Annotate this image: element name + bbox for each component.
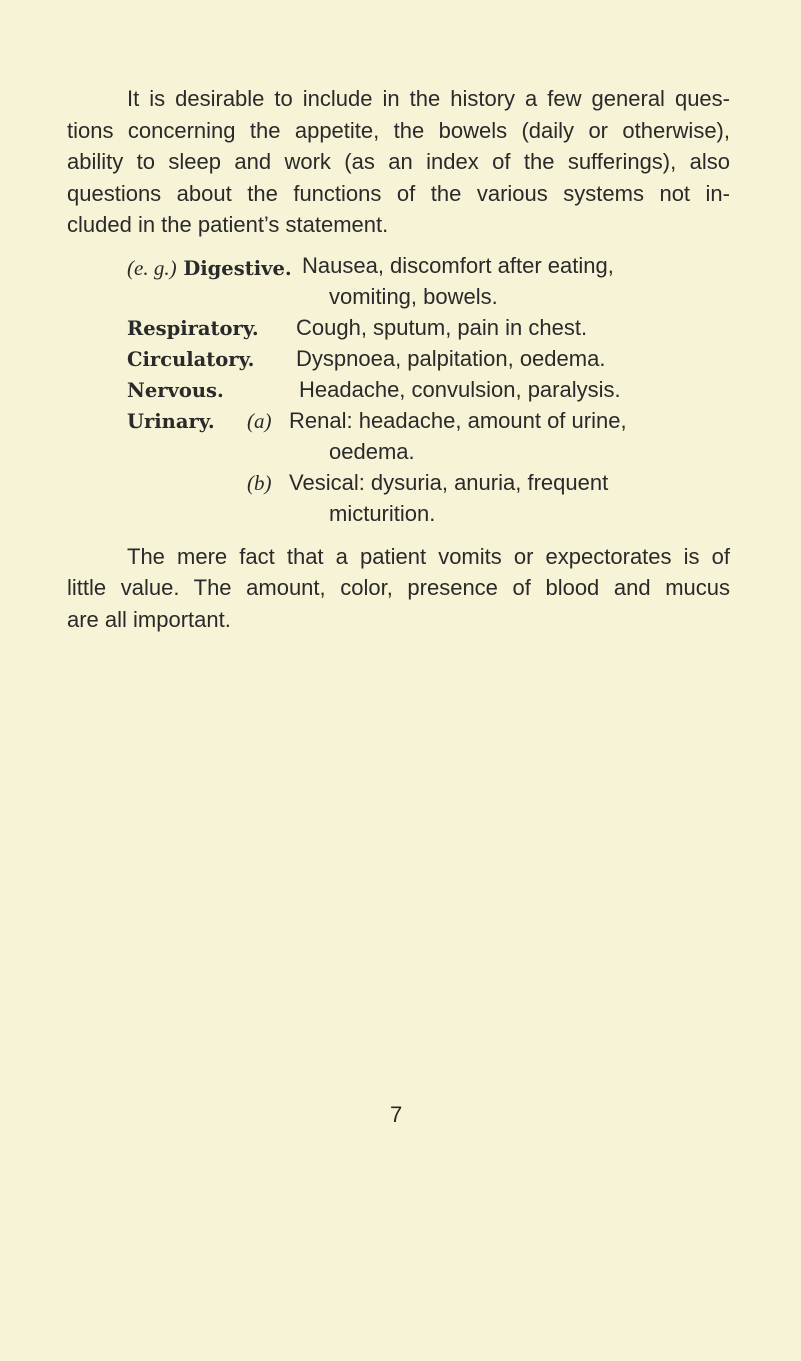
urinary-label: Urinary. [127,409,215,433]
closing-paragraph [67,541,730,636]
urinary-a-desc-2: oedema. [329,438,415,464]
digestive-desc-2: vomiting, bowels. [329,283,498,309]
systems-list [67,252,730,526]
nervous-label: Nervous. [127,378,224,402]
urinary-a-marker-text: (a) [247,408,272,433]
intro-line-1: It is desirable to include in the history a few general ques- [127,86,730,111]
page-content [67,83,730,635]
circulatory-label: Circulatory. [127,347,255,371]
page-number: 7 [390,1102,403,1127]
closing-line-2: little value. The amount, color, presence of blood and mucus [67,575,730,600]
digestive-label-group [127,253,292,284]
intro-paragraph [67,83,730,241]
digestive-label: Digestive. [183,256,292,280]
closing-line-3: are all important. [67,606,231,632]
respiratory-label: Respiratory. [127,316,259,340]
nervous-desc: Headache, convulsion, paralysis. [299,376,621,402]
urinary-b-marker [247,471,272,496]
urinary-b-desc-2: micturition. [329,500,436,526]
intro-line-3: ability to sleep and work (as an index of the sufferings), also [67,149,730,174]
intro-line-2: tions concerning the appetite, the bowels (daily or otherwise), [67,117,730,143]
eg-abbrev: (e. g.) [127,255,177,280]
intro-line-4: questions about the functions of the various systems not in- [67,180,730,206]
intro-line-5: cluded in the patient’s statement. [67,212,389,237]
respiratory-desc: Cough, sputum, pain in chest. [296,314,588,340]
urinary-a-desc-1: Renal: headache, amount of urine, [289,407,627,433]
digestive-desc-1: Nausea, discomfort after eating, [302,252,614,278]
circulatory-desc: Dyspnoea, palpitation, oedema. [296,345,606,371]
urinary-a-marker [247,409,272,434]
urinary-b-desc-1: Vesical: dysuria, anuria, frequent [289,469,609,495]
urinary-b-marker-text: (b) [247,470,272,495]
closing-line-1: The mere fact that a patient vomits or expectorates is of [127,543,730,569]
